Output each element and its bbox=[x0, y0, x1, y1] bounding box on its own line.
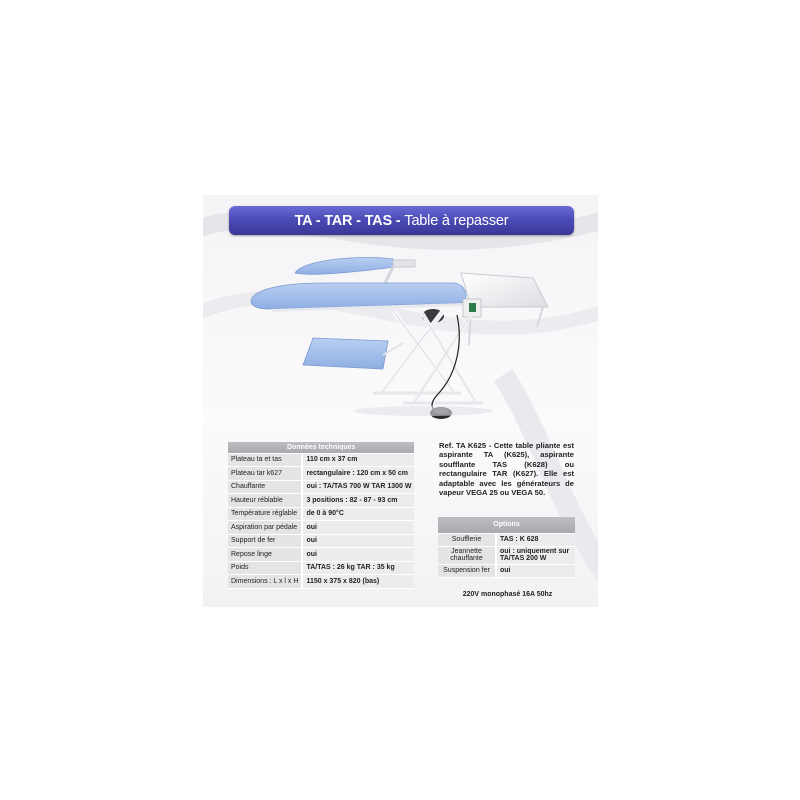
power-spec: 220V monophasé 16A 50hz bbox=[462, 591, 553, 598]
table-row bbox=[228, 575, 414, 589]
technical-data-header: Données techniques bbox=[228, 442, 414, 453]
product-description: Ref. TA K625 - Cette table pliante est aspirante TA (K625), aspirante soufflante TAS (K628) ou rectangulaire TAR (K627). Elle est adaptable avec les générateurs de vapeur VEGA 25 ou VEGA 50. bbox=[439, 441, 574, 498]
option-label: Suspension fer bbox=[438, 564, 496, 577]
spec-label: Support de fer bbox=[228, 534, 302, 548]
spec-label: Plateau ta et tas bbox=[228, 453, 302, 467]
spec-value: 1150 x 375 x 820 (bas) bbox=[302, 575, 414, 589]
table-row bbox=[228, 453, 414, 467]
table-row bbox=[228, 494, 414, 508]
spec-label: Plateau tar k627 bbox=[228, 467, 302, 481]
spec-label: Poids bbox=[228, 561, 302, 575]
table-row bbox=[228, 534, 414, 548]
table-row bbox=[438, 564, 575, 577]
spec-label: Température réglable bbox=[228, 507, 302, 521]
table-row bbox=[228, 467, 414, 481]
option-value: TAS : K 628 bbox=[496, 533, 575, 546]
table-row bbox=[228, 548, 414, 562]
option-label: Jeannette chauffante bbox=[438, 546, 496, 564]
technical-data-table bbox=[228, 442, 414, 589]
spec-label: Dimensions : L x l x H bbox=[228, 575, 302, 589]
spec-value: oui bbox=[302, 521, 414, 535]
spec-label: Chauffante bbox=[228, 480, 302, 494]
table-row bbox=[438, 533, 575, 546]
spec-value: 3 positions : 82 - 87 - 93 cm bbox=[302, 494, 414, 508]
table-row bbox=[228, 507, 414, 521]
product-sheet bbox=[203, 195, 598, 607]
options-header: Options bbox=[438, 517, 575, 533]
spec-value: oui bbox=[302, 548, 414, 562]
spec-label: Hauteur réblable bbox=[228, 494, 302, 508]
spec-value: TA/TAS : 26 kg TAR : 35 kg bbox=[302, 561, 414, 575]
table-row bbox=[438, 546, 575, 564]
table-row bbox=[228, 521, 414, 535]
title-bar bbox=[229, 206, 574, 235]
spec-value: de 0 à 90°C bbox=[302, 507, 414, 521]
option-value: oui bbox=[496, 564, 575, 577]
options-table bbox=[438, 517, 575, 578]
title-models: TA - TAR - TAS - bbox=[294, 212, 401, 229]
spec-value: oui : TA/TAS 700 W TAR 1300 W bbox=[302, 480, 414, 494]
spec-value: 110 cm x 37 cm bbox=[302, 453, 414, 467]
spec-label: Aspiration par pédale bbox=[228, 521, 302, 535]
title-product: Table à repasser bbox=[404, 212, 509, 229]
spec-value: rectangulaire : 120 cm x 50 cm bbox=[302, 467, 414, 481]
table-row bbox=[228, 561, 414, 575]
ironing-table-image bbox=[243, 243, 563, 433]
spec-value: oui bbox=[302, 534, 414, 548]
option-label: Soufflerie bbox=[438, 533, 496, 546]
option-value: oui : uniquement sur TA/TAS 200 W bbox=[496, 546, 575, 564]
spec-label: Repose linge bbox=[228, 548, 302, 562]
table-row bbox=[228, 480, 414, 494]
